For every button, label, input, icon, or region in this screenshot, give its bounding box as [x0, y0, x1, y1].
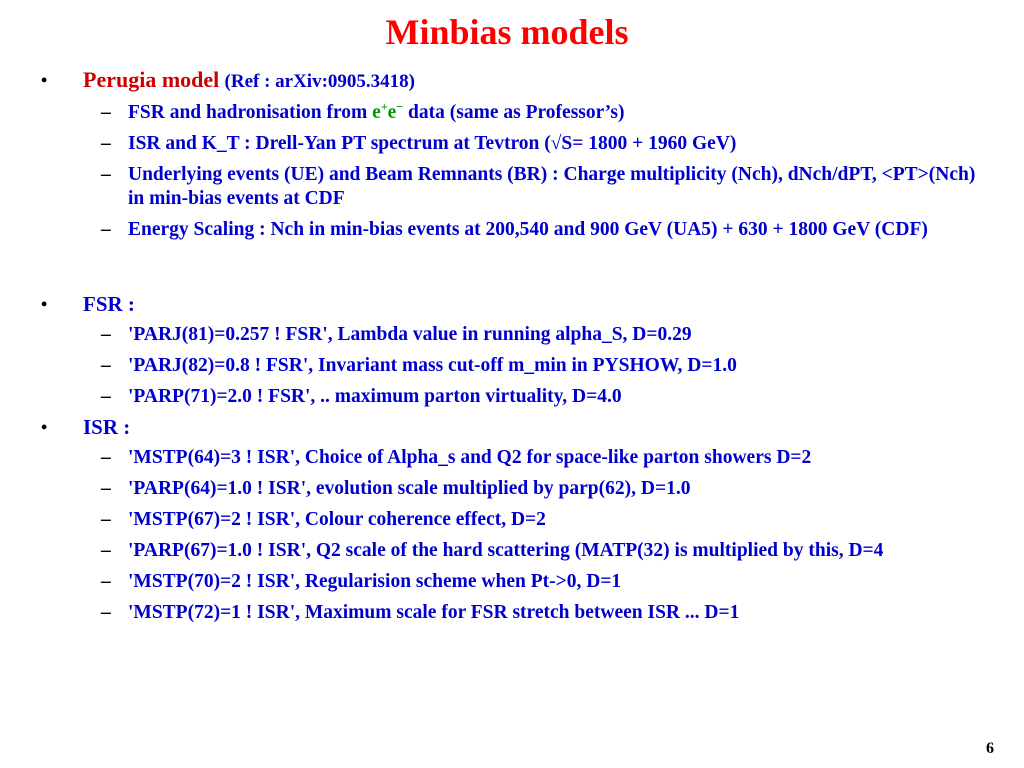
- dash-icon: –: [101, 102, 111, 123]
- slide-title: Minbias models: [385, 12, 629, 52]
- fsr-item-text: 'PARJ(82)=0.8 ! FSR', Invariant mass cut-off m_min in PYSHOW, D=1.0: [128, 355, 737, 376]
- isr-item: [0, 477, 1024, 501]
- spacer: [0, 242, 1024, 286]
- dash-icon: –: [101, 540, 111, 561]
- e-plus-base: e: [372, 102, 381, 123]
- dash-icon: –: [101, 478, 111, 499]
- fsr-item: [0, 354, 1024, 378]
- dash-icon: –: [101, 447, 111, 468]
- dash-icon: –: [101, 386, 111, 407]
- perugia-item-ue: [0, 163, 1024, 211]
- isr-item: [0, 601, 1024, 625]
- isr-item-text: 'PARP(64)=1.0 ! ISR', evolution scale multiplied by parp(62), D=1.0: [128, 478, 691, 499]
- isr-item: [0, 539, 1024, 563]
- isr-item-text: 'MSTP(64)=3 ! ISR', Choice of Alpha_s and Q2 for space-like parton showers D=2: [128, 447, 812, 468]
- dash-icon: –: [101, 324, 111, 345]
- dash-icon: –: [101, 219, 111, 240]
- page-number: 6: [986, 740, 994, 757]
- perugia-energy-text: Energy Scaling : Nch in min-bias events at 200,540 and 900 GeV (UA5) + 630 + 1800 GeV (CDF): [128, 219, 928, 240]
- isr-item: [0, 446, 1024, 470]
- fsr-label: FSR :: [83, 292, 135, 316]
- slide-content: [0, 62, 1024, 625]
- bullet-perugia: [0, 68, 983, 94]
- fsr-item-text: 'PARP(71)=2.0 ! FSR', .. maximum parton virtuality, D=4.0: [128, 386, 622, 407]
- perugia-ue-text: Underlying events (UE) and Beam Remnants (BR) : Charge multiplicity (Nch), dNch/dPT, <PT>(Nch) in min-bias events at CDF: [128, 164, 976, 209]
- dash-icon: –: [101, 133, 111, 154]
- fsr-item-text: 'PARJ(81)=0.257 ! FSR', Lambda value in running alpha_S, D=0.29: [128, 324, 692, 345]
- perugia-item-energy: [0, 218, 1024, 242]
- bullet-icon: •: [41, 294, 48, 314]
- fsr-item: [0, 385, 1024, 409]
- isr-item-text: 'MSTP(70)=2 ! ISR', Regularision scheme when Pt->0, D=1: [128, 571, 622, 592]
- isr-item-text: 'MSTP(72)=1 ! ISR', Maximum scale for FSR stretch between ISR ... D=1: [128, 602, 740, 623]
- e-minus-base: e: [387, 102, 397, 123]
- e-plus-sup: +: [380, 99, 388, 114]
- isr-item: [0, 508, 1024, 532]
- dash-icon: –: [101, 571, 111, 592]
- perugia-isr-text: ISR and K_T : Drell-Yan PT spectrum at Tevtron (√S= 1800 + 1960 GeV): [128, 133, 737, 154]
- perugia-item-fsr: [0, 101, 1024, 125]
- dash-icon: –: [101, 509, 111, 530]
- fsr-item: [0, 323, 1024, 347]
- e-minus-sup: −: [396, 99, 404, 114]
- isr-label: ISR :: [83, 415, 131, 439]
- bullet-fsr: [0, 292, 983, 316]
- perugia-ref: (Ref : arXiv:0905.3418): [224, 71, 415, 92]
- bullet-isr: [0, 415, 983, 439]
- dash-icon: –: [101, 355, 111, 376]
- perugia-item-isr: [0, 132, 1024, 156]
- isr-item-text: 'PARP(67)=1.0 ! ISR', Q2 scale of the hard scattering (MATP(32) is multiplied by this, D=4: [128, 540, 884, 561]
- isr-item-text: 'MSTP(67)=2 ! ISR', Colour coherence effect, D=2: [128, 509, 546, 530]
- bullet-icon: •: [41, 417, 48, 437]
- dash-icon: –: [101, 164, 111, 185]
- perugia-label: Perugia model: [83, 67, 220, 92]
- bullet-icon: •: [41, 70, 48, 90]
- positron-symbol: [372, 99, 404, 123]
- dash-icon: –: [101, 602, 111, 623]
- perugia-fsr-suffix: data (same as Professor’s): [403, 102, 625, 123]
- perugia-fsr-prefix: FSR and hadronisation from: [128, 102, 373, 123]
- isr-item: [0, 570, 1024, 594]
